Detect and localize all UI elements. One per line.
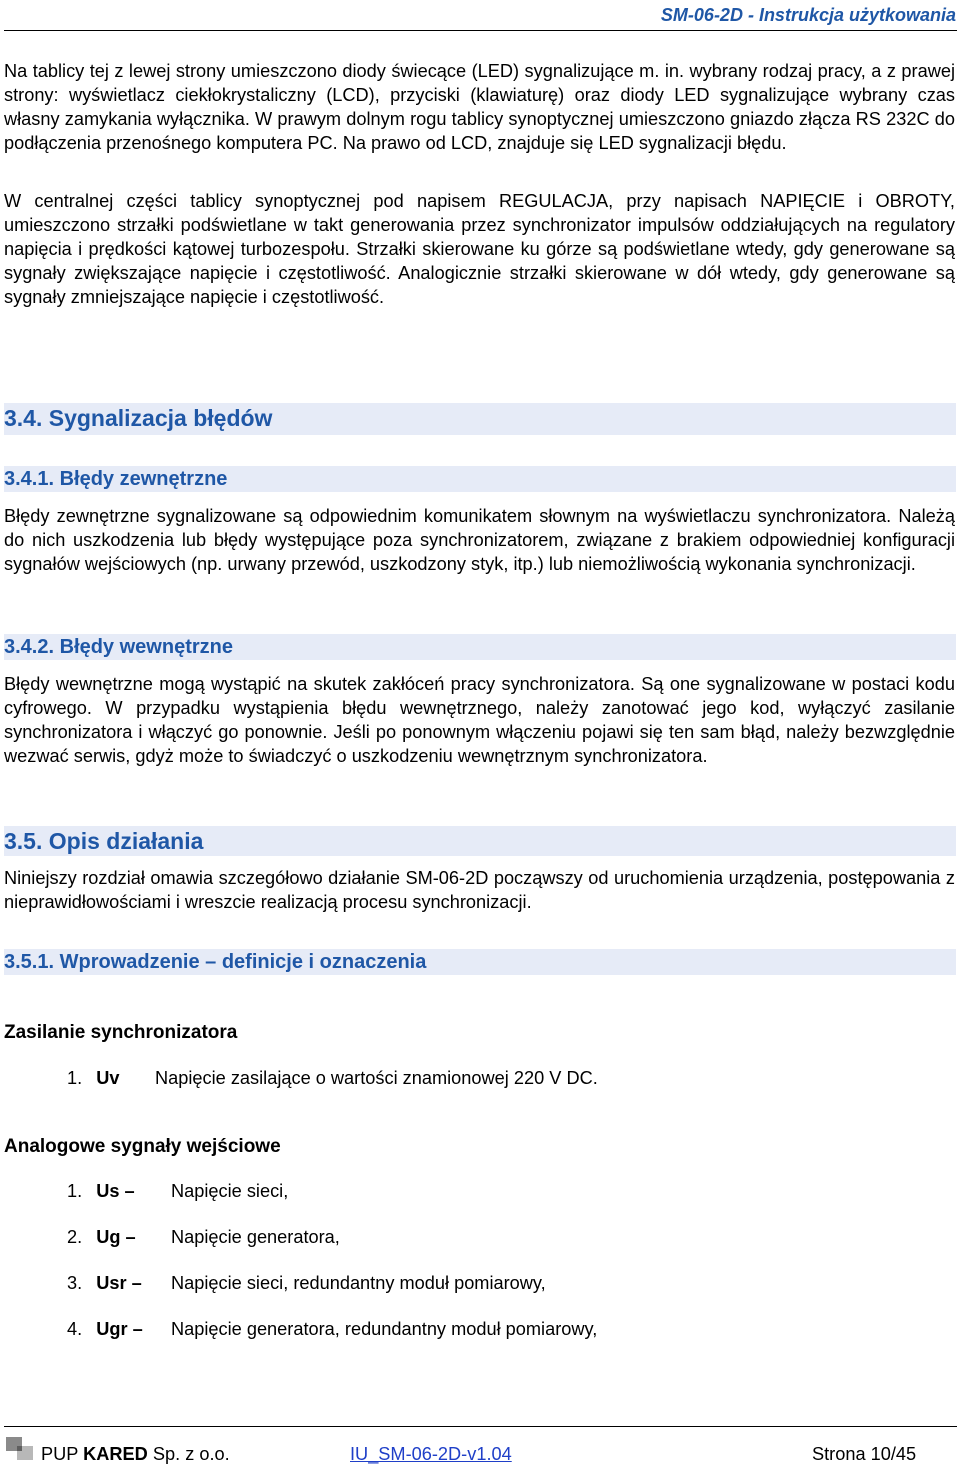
list-item-description: Napięcie zasilające o wartości znamionowej 220 V DC. <box>155 1068 598 1088</box>
paragraph-internal-errors: Błędy wewnętrzne mogą wystąpić na skutek zakłóceń pracy synchronizatora. Są one sygnalizowane w postaci kodu cyfrowego. W przypadku wystąpienia błędu wewnętrznego, należy zanotować jego kod, wyłączyć zasilanie synchronizatora i włączyć go ponownie. Jeśli po ponownym włączeniu pojawi się ten sam błąd, należy bezwzględnie wezwać serwis, gdyż może to świadczyć o uszkodzeniu wewnętrznym synchronizatora. <box>4 674 955 766</box>
paragraph-external-errors: Błędy zewnętrzne sygnalizowane są odpowiednim komunikatem słownym na wyświetlaczu synchronizatora. Należą do nich uszkodzenia lub błędy występujące poza synchronizatorem, związane z brakiem odpowiedniej konfiguracji sygnałów wejściowych (np. urwany przewód, uszkodzony styk, itp.) lub niemożliwością wykonania synchronizacji. <box>4 506 955 574</box>
footer-document-id-link[interactable]: IU_SM-06-2D-v1.04 <box>350 1444 512 1464</box>
list-item-symbol: Us – <box>96 1181 135 1201</box>
footer-company-suffix: Sp. z o.o. <box>147 1444 230 1464</box>
paragraph-operation-description: Niniejszy rozdział omawia szczegółowo działanie SM-06-2D począwszy od uruchomienia urządzenia, postępowania z nieprawidłowościami i wreszcie realizacją procesu synchronizacji. <box>4 868 955 912</box>
list-item-symbol: Ugr – <box>96 1319 143 1339</box>
list-item-description: Napięcie generatora, <box>171 1227 340 1247</box>
list-item-symbol: Ug – <box>96 1227 136 1247</box>
subheading-power-supply: Zasilanie synchronizatora <box>4 1022 238 1043</box>
heading-3-4: 3.4. Sygnalizacja błędów <box>4 405 273 431</box>
list-item-number: 4. <box>67 1319 83 1339</box>
heading-3-5-1: 3.5.1. Wprowadzenie – definicje i oznaczenia <box>4 951 427 973</box>
footer-page-number: Strona 10/45 <box>812 1444 917 1464</box>
list-item-description: Napięcie generatora, redundantny moduł pomiarowy, <box>171 1319 598 1339</box>
list-item-description: Napięcie sieci, <box>171 1181 289 1201</box>
list-item <box>67 1066 598 1090</box>
list-item <box>67 1179 289 1203</box>
paragraph-panel-description: Na tablicy tej z lewej strony umieszczono diody świecące (LED) sygnalizujące m. in. wybrany rodzaj pracy, a z prawej strony: wyświetlacz ciekłokrystaliczny (LCD), przyciski (klawiaturę) oraz diody LED sygnalizujące wybrany czas własny zamykania wyłącznika. W prawym dolnym rogu tablicy synoptycznej umieszczono gniazdo złącza RS 232C do podłączenia przenośnego komputera PC. Na prawo od LCD, znajduje się LED sygnalizacji błędu. <box>4 61 955 153</box>
list-item-number: 1. <box>67 1181 83 1201</box>
list-item <box>67 1317 598 1341</box>
header-divider <box>4 30 957 31</box>
list-item <box>67 1271 546 1295</box>
subheading-analog-inputs: Analogowe sygnały wejściowe <box>4 1136 281 1157</box>
footer-divider <box>4 1426 957 1427</box>
list-item-number: 2. <box>67 1227 83 1247</box>
paragraph-regulation-arrows: W centralnej części tablicy synoptycznej pod napisem REGULACJA, przy napisach NAPIĘCIE i OBROTY, umieszczono strzałki podświetlane w takt generowania przez synchronizator impulsów oddziałujących na regulatory napięcia i prędkości kątowej turbozespołu. Strzałki skierowane ku górze są podświetlane wtedy, gdy generowane są sygnały zwiększające napięcie i częstotliwość. Analogicznie strzałki skierowane w dół wtedy, gdy generowane są sygnały zmniejszające napięcie i częstotliwość. <box>4 191 955 307</box>
footer-company <box>41 1442 230 1466</box>
list-item-symbol: Usr – <box>96 1273 142 1293</box>
list-item-symbol: Uv <box>96 1068 120 1088</box>
list-item-description: Napięcie sieci, redundantny moduł pomiarowy, <box>171 1273 546 1293</box>
document-header-title: SM-06-2D - Instrukcja użytkowania <box>660 5 956 25</box>
company-logo-icon <box>5 1436 35 1462</box>
list-item <box>67 1225 340 1249</box>
footer-company-name: KARED <box>83 1444 148 1464</box>
heading-3-5: 3.5. Opis działania <box>4 828 204 854</box>
footer-company-prefix: PUP <box>41 1444 84 1464</box>
list-item-number: 3. <box>67 1273 83 1293</box>
list-item-number: 1. <box>67 1068 83 1088</box>
heading-3-4-1: 3.4.1. Błędy zewnętrzne <box>4 468 228 490</box>
heading-3-4-2: 3.4.2. Błędy wewnętrzne <box>4 636 233 658</box>
